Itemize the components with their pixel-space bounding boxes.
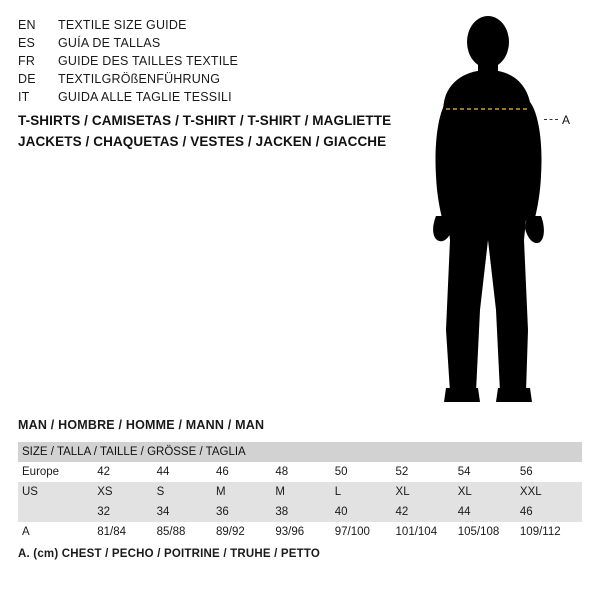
cell: 46	[520, 502, 582, 522]
row-label	[18, 502, 97, 522]
category-line-tshirts: T-SHIRTS / CAMISETAS / T-SHIRT / T-SHIRT / MAGLIETTE	[18, 113, 392, 128]
cell: L	[335, 482, 396, 502]
cell: 44	[157, 462, 216, 482]
cell: 81/84	[97, 522, 156, 542]
cell: 36	[216, 502, 275, 522]
cell: 40	[335, 502, 396, 522]
cell: 97/100	[335, 522, 396, 542]
male-silhouette-icon	[410, 10, 600, 410]
table-row	[18, 462, 582, 482]
language-row	[18, 34, 358, 52]
measure-label-a: A	[562, 113, 571, 127]
language-row	[18, 52, 358, 70]
language-row	[18, 16, 358, 34]
cell: 34	[157, 502, 216, 522]
cell: 42	[97, 462, 156, 482]
cell: M	[216, 482, 275, 502]
language-code: FR	[18, 54, 36, 68]
language-text: GUÍA DE TALLAS	[58, 36, 161, 50]
category-headings	[18, 110, 418, 152]
footnote: A. (cm) CHEST / PECHO / POITRINE / TRUHE / PETTO	[18, 548, 321, 560]
table-row	[18, 482, 582, 502]
row-label: A	[18, 522, 97, 542]
language-list	[18, 16, 358, 106]
table-row	[18, 502, 582, 522]
language-code: IT	[18, 90, 30, 104]
cell: 32	[97, 502, 156, 522]
cell: XXL	[520, 482, 582, 502]
language-code: EN	[18, 18, 36, 32]
table-row	[18, 522, 582, 542]
language-code: DE	[18, 72, 36, 86]
cell: 54	[458, 462, 520, 482]
cell: XS	[97, 482, 156, 502]
cell: 93/96	[275, 522, 334, 542]
table-header-row	[18, 442, 582, 462]
cell: 56	[520, 462, 582, 482]
size-table	[18, 442, 582, 542]
cell: 42	[396, 502, 458, 522]
language-text: TEXTILGRÖßENFÜHRUNG	[58, 72, 221, 86]
language-code: ES	[18, 36, 36, 50]
cell: 109/112	[520, 522, 582, 542]
cell: 89/92	[216, 522, 275, 542]
cell: XL	[396, 482, 458, 502]
language-row	[18, 70, 358, 88]
cell: 48	[275, 462, 334, 482]
row-label: US	[18, 482, 97, 502]
cell: 38	[275, 502, 334, 522]
table-header-label: SIZE / TALLA / TAILLE / GRÖSSE / TAGLIA	[18, 442, 582, 462]
cell: 105/108	[458, 522, 520, 542]
row-label: Europe	[18, 462, 97, 482]
category-line-jackets: JACKETS / CHAQUETAS / VESTES / JACKEN / GIACCHE	[18, 134, 387, 149]
language-text: TEXTILE SIZE GUIDE	[58, 18, 187, 32]
language-text: GUIDE DES TAILLES TEXTILE	[58, 54, 239, 68]
cell: 85/88	[157, 522, 216, 542]
figure-illustration	[410, 10, 600, 410]
cell: 44	[458, 502, 520, 522]
language-row	[18, 88, 358, 106]
cell: S	[157, 482, 216, 502]
table-title: MAN / HOMBRE / HOMME / MANN / MAN	[18, 418, 265, 432]
cell: 46	[216, 462, 275, 482]
cell: 50	[335, 462, 396, 482]
cell: XL	[458, 482, 520, 502]
cell: 52	[396, 462, 458, 482]
measure-leader-line	[544, 119, 558, 120]
cell: M	[275, 482, 334, 502]
language-text: GUIDA ALLE TAGLIE TESSILI	[58, 90, 232, 104]
cell: 101/104	[396, 522, 458, 542]
